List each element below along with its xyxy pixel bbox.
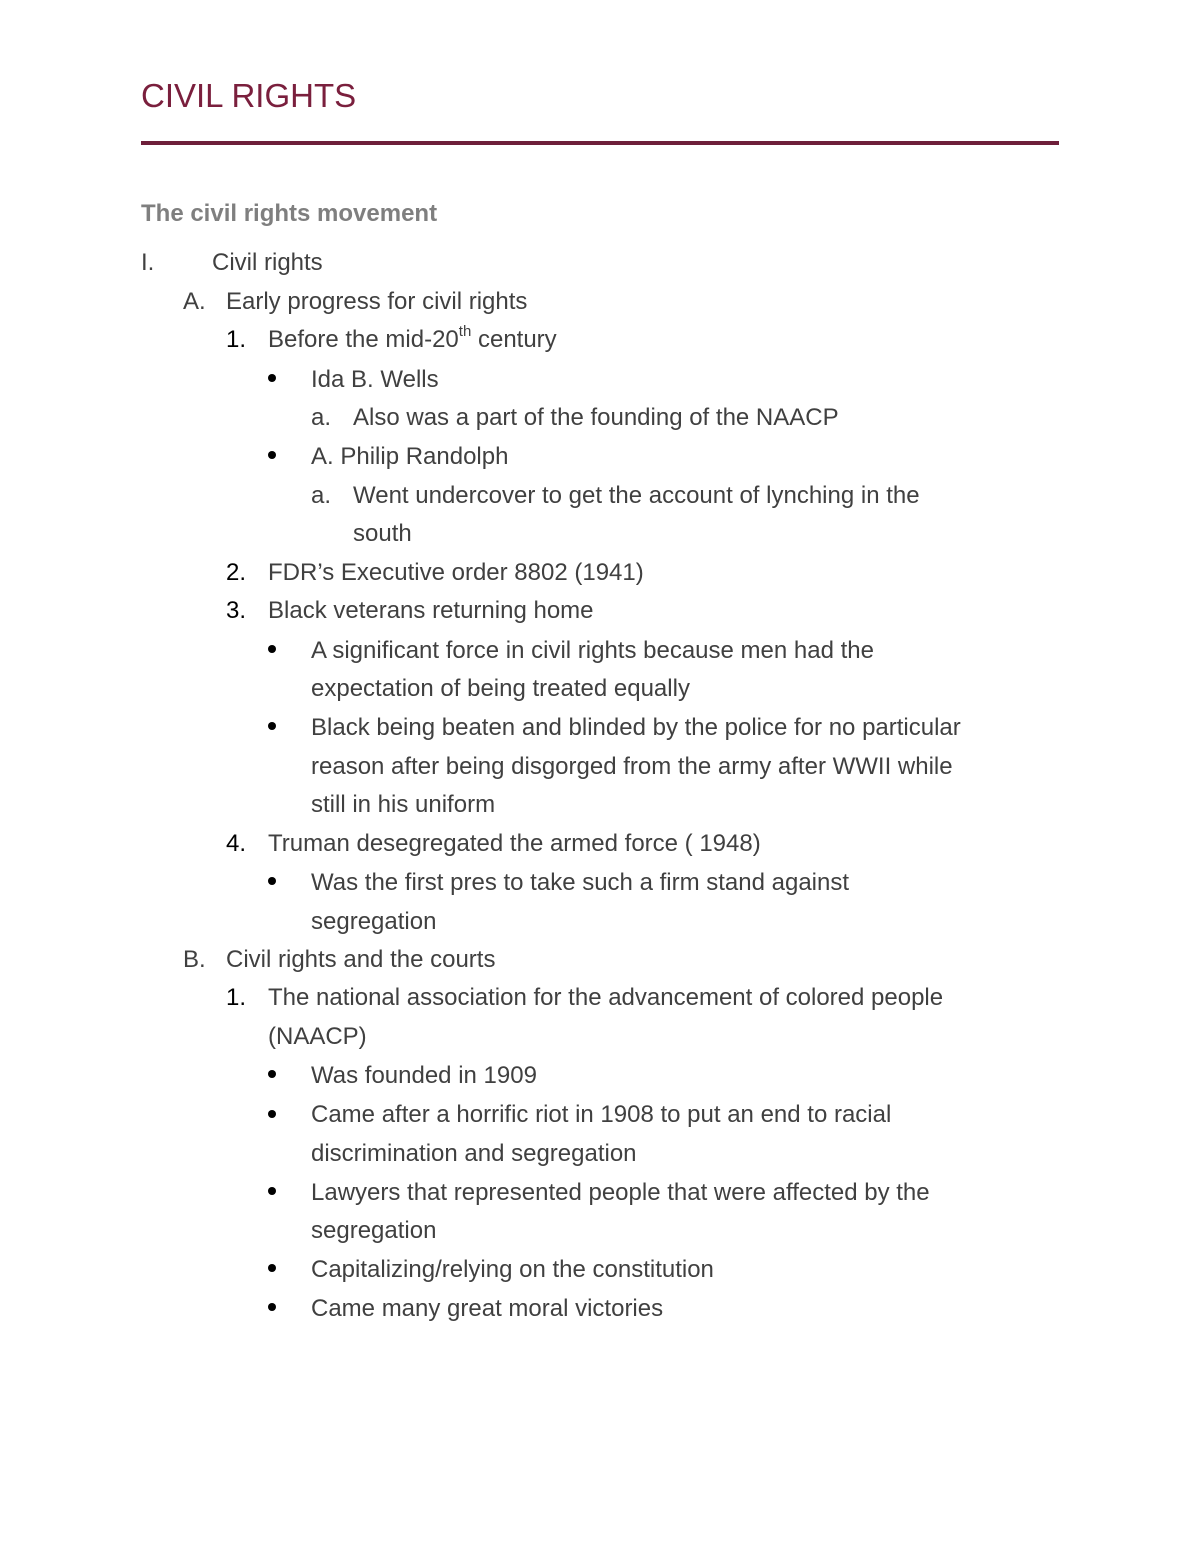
outline-item-fdr-executive-order: FDR’s Executive order 8802 (1941) [268, 559, 644, 586]
outline-item-early-progress: Early progress for civil rights [226, 288, 528, 315]
outline-item-naacp-line2: (NAACP) [268, 1023, 367, 1050]
outline-marker-number: 3. [226, 597, 247, 624]
outline-marker-letter: B. [183, 946, 206, 973]
outline-item-founded-1909: Was founded in 1909 [311, 1062, 537, 1089]
outline-item-beaten-line3: still in his uniform [311, 791, 496, 818]
outline-item-naacp-line1: The national association for the advancement of colored people [268, 984, 944, 1011]
outline-item-truman: Truman desegregated the armed force ( 1948) [268, 830, 761, 857]
outline-marker-number: 1. [226, 984, 247, 1011]
outline-item-lawyers-line2: segregation [311, 1217, 437, 1244]
outline-item-beaten-line2: reason after being disgorged from the army after WWII while [311, 753, 953, 780]
outline-item-black-veterans: Black veterans returning home [268, 597, 594, 624]
outline-item-first-pres-line2: segregation [311, 908, 437, 935]
bullet-icon [268, 374, 276, 382]
outline-item-civil-rights: Civil rights [212, 249, 323, 276]
outline-item-riot-line1: Came after a horrific riot in 1908 to put an end to racial [311, 1101, 892, 1128]
outline-item-ida-b-wells: Ida B. Wells [311, 366, 439, 393]
outline-item-moral-victories: Came many great moral victories [311, 1295, 664, 1322]
outline-item-riot-line2: discrimination and segregation [311, 1140, 637, 1167]
bullet-icon [268, 877, 276, 885]
outline-marker-sub-letter: a. [311, 482, 332, 509]
document-title: CIVIL RIGHTS [141, 77, 357, 114]
outline-marker-roman: I. [141, 249, 155, 276]
outline-item-undercover-line2: south [353, 520, 412, 547]
outline-item-lawyers-line1: Lawyers that represented people that were affected by the [311, 1179, 930, 1206]
outline-item-before-mid-20th: Before the mid-20th century [268, 323, 557, 353]
section-heading: The civil rights movement [141, 200, 438, 227]
outline-item-capitalizing: Capitalizing/relying on the constitution [311, 1256, 714, 1283]
outline-marker-sub-letter: a. [311, 404, 332, 431]
outline-item-courts: Civil rights and the courts [226, 946, 496, 973]
bullet-icon [268, 1264, 276, 1272]
outline-marker-number: 1. [226, 326, 247, 353]
bullet-icon [268, 451, 276, 459]
bullet-icon [268, 645, 276, 653]
bullet-icon [268, 1110, 276, 1118]
outline-marker-number: 4. [226, 830, 247, 857]
outline-marker-letter: A. [183, 288, 206, 315]
bullet-icon [268, 1070, 276, 1078]
outline-item-significant-force-line1: A significant force in civil rights because men had the [311, 637, 874, 664]
bullet-icon [268, 722, 276, 730]
outline-item-beaten-line1: Black being beaten and blinded by the police for no particular [311, 714, 961, 741]
outline-item-philip-randolph: A. Philip Randolph [311, 443, 509, 470]
bullet-icon [268, 1187, 276, 1195]
outline-item-undercover-line1: Went undercover to get the account of lynching in the [353, 482, 920, 509]
bullet-icon [268, 1303, 276, 1311]
outline-item-significant-force-line2: expectation of being treated equally [311, 675, 690, 702]
title-underline-rule [141, 141, 1059, 145]
outline-item-naacp-founding: Also was a part of the founding of the NAACP [353, 404, 839, 431]
outline-marker-number: 2. [226, 559, 247, 586]
outline-item-first-pres-line1: Was the first pres to take such a firm stand against [311, 869, 850, 896]
